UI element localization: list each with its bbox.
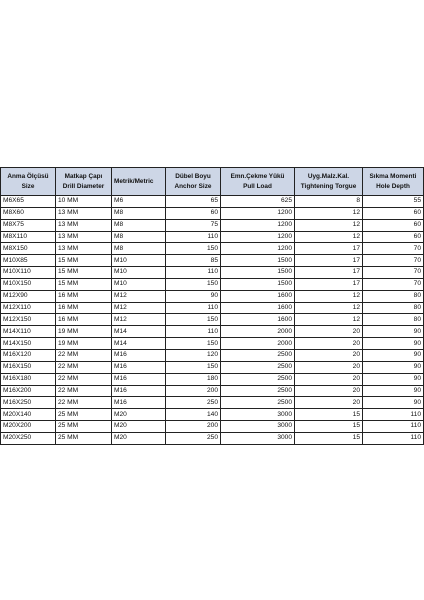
cell-pull-load: 2000 (221, 338, 295, 350)
cell-tightening-torque: 15 (295, 421, 363, 433)
cell-hole-depth: 110 (363, 409, 424, 421)
cell-pull-load: 625 (221, 196, 295, 208)
cell-pull-load: 1200 (221, 243, 295, 255)
header-size: Anma Ölçüsü Size (1, 168, 56, 196)
header-drill-diameter: Matkap Çapı Drill Diameter (56, 168, 112, 196)
cell-pull-load: 2500 (221, 373, 295, 385)
cell-size: M10X150 (1, 278, 56, 290)
cell-tightening-torque: 12 (295, 302, 363, 314)
cell-drill-diameter: 13 MM (56, 207, 112, 219)
cell-metric: M14 (112, 326, 166, 338)
cell-anchor-size: 150 (166, 314, 221, 326)
cell-tightening-torque: 20 (295, 373, 363, 385)
cell-size: M8X75 (1, 219, 56, 231)
cell-hole-depth: 90 (363, 349, 424, 361)
cell-pull-load: 3000 (221, 432, 295, 444)
table-row (1, 373, 424, 385)
header-pull-load: Emn.Çekme Yükü Pull Load (221, 168, 295, 196)
cell-metric: M8 (112, 231, 166, 243)
cell-drill-diameter: 25 MM (56, 421, 112, 433)
cell-drill-diameter: 16 MM (56, 302, 112, 314)
table-row (1, 290, 424, 302)
cell-size: M8X60 (1, 207, 56, 219)
header-hole-depth: Sıkma Momenti Hole Depth (363, 168, 424, 196)
table-row (1, 349, 424, 361)
table-row (1, 397, 424, 409)
cell-drill-diameter: 25 MM (56, 432, 112, 444)
cell-size: M8X150 (1, 243, 56, 255)
cell-metric: M20 (112, 421, 166, 433)
cell-metric: M20 (112, 409, 166, 421)
cell-pull-load: 2500 (221, 385, 295, 397)
cell-drill-diameter: 22 MM (56, 361, 112, 373)
cell-pull-load: 3000 (221, 409, 295, 421)
cell-size: M16X120 (1, 349, 56, 361)
cell-hole-depth: 90 (363, 326, 424, 338)
cell-anchor-size: 150 (166, 361, 221, 373)
cell-size: M12X110 (1, 302, 56, 314)
cell-drill-diameter: 19 MM (56, 338, 112, 350)
cell-size: M14X110 (1, 326, 56, 338)
cell-pull-load: 1500 (221, 255, 295, 267)
cell-metric: M8 (112, 207, 166, 219)
cell-tightening-torque: 20 (295, 326, 363, 338)
cell-tightening-torque: 15 (295, 432, 363, 444)
cell-tightening-torque: 15 (295, 409, 363, 421)
table-header-row (1, 168, 424, 196)
cell-tightening-torque: 20 (295, 397, 363, 409)
cell-anchor-size: 150 (166, 278, 221, 290)
cell-anchor-size: 200 (166, 421, 221, 433)
table-row (1, 278, 424, 290)
cell-metric: M16 (112, 373, 166, 385)
header-anchor-size: Dübel Boyu Anchor Size (166, 168, 221, 196)
cell-size: M12X90 (1, 290, 56, 302)
cell-hole-depth: 90 (363, 361, 424, 373)
table-row (1, 338, 424, 350)
table-row (1, 409, 424, 421)
spec-table-container (0, 167, 424, 445)
cell-size: M12X150 (1, 314, 56, 326)
header-metric: Metrik/Metric (112, 168, 166, 196)
cell-hole-depth: 80 (363, 290, 424, 302)
cell-hole-depth: 70 (363, 243, 424, 255)
cell-metric: M8 (112, 243, 166, 255)
cell-metric: M20 (112, 432, 166, 444)
cell-hole-depth: 60 (363, 207, 424, 219)
cell-pull-load: 1600 (221, 302, 295, 314)
cell-anchor-size: 140 (166, 409, 221, 421)
cell-drill-diameter: 22 MM (56, 373, 112, 385)
cell-tightening-torque: 17 (295, 267, 363, 279)
cell-hole-depth: 55 (363, 196, 424, 208)
table-row (1, 243, 424, 255)
cell-drill-diameter: 22 MM (56, 385, 112, 397)
cell-size: M20X250 (1, 432, 56, 444)
cell-tightening-torque: 17 (295, 243, 363, 255)
cell-pull-load: 2500 (221, 361, 295, 373)
cell-metric: M12 (112, 290, 166, 302)
table-row (1, 302, 424, 314)
header-tightening-torque: Uyg.Malz.Kal. Tightening Torgue (295, 168, 363, 196)
cell-pull-load: 1200 (221, 207, 295, 219)
cell-tightening-torque: 12 (295, 314, 363, 326)
cell-metric: M10 (112, 278, 166, 290)
cell-anchor-size: 180 (166, 373, 221, 385)
cell-anchor-size: 250 (166, 432, 221, 444)
cell-anchor-size: 200 (166, 385, 221, 397)
cell-tightening-torque: 20 (295, 349, 363, 361)
cell-drill-diameter: 25 MM (56, 409, 112, 421)
table-row (1, 361, 424, 373)
cell-metric: M10 (112, 255, 166, 267)
cell-hole-depth: 80 (363, 302, 424, 314)
cell-anchor-size: 150 (166, 243, 221, 255)
cell-anchor-size: 150 (166, 338, 221, 350)
cell-drill-diameter: 15 MM (56, 278, 112, 290)
cell-size: M8X110 (1, 231, 56, 243)
cell-anchor-size: 110 (166, 231, 221, 243)
table-row (1, 231, 424, 243)
cell-hole-depth: 90 (363, 338, 424, 350)
cell-hole-depth: 70 (363, 255, 424, 267)
cell-drill-diameter: 13 MM (56, 219, 112, 231)
cell-metric: M8 (112, 219, 166, 231)
cell-pull-load: 1500 (221, 278, 295, 290)
cell-anchor-size: 110 (166, 267, 221, 279)
cell-drill-diameter: 22 MM (56, 349, 112, 361)
cell-size: M16X250 (1, 397, 56, 409)
cell-hole-depth: 70 (363, 278, 424, 290)
cell-hole-depth: 90 (363, 397, 424, 409)
cell-metric: M16 (112, 361, 166, 373)
cell-tightening-torque: 12 (295, 290, 363, 302)
cell-pull-load: 3000 (221, 421, 295, 433)
cell-tightening-torque: 12 (295, 207, 363, 219)
cell-tightening-torque: 17 (295, 278, 363, 290)
table-row (1, 432, 424, 444)
cell-tightening-torque: 20 (295, 338, 363, 350)
cell-size: M20X140 (1, 409, 56, 421)
anchor-spec-table (0, 167, 424, 445)
table-row (1, 385, 424, 397)
cell-drill-diameter: 16 MM (56, 290, 112, 302)
table-row (1, 421, 424, 433)
cell-metric: M16 (112, 397, 166, 409)
cell-drill-diameter: 19 MM (56, 326, 112, 338)
cell-hole-depth: 90 (363, 385, 424, 397)
cell-drill-diameter: 10 MM (56, 196, 112, 208)
cell-metric: M14 (112, 338, 166, 350)
table-row (1, 207, 424, 219)
cell-anchor-size: 65 (166, 196, 221, 208)
cell-metric: M12 (112, 302, 166, 314)
cell-metric: M12 (112, 314, 166, 326)
cell-size: M10X85 (1, 255, 56, 267)
cell-tightening-torque: 12 (295, 219, 363, 231)
cell-drill-diameter: 15 MM (56, 255, 112, 267)
cell-hole-depth: 110 (363, 432, 424, 444)
cell-anchor-size: 110 (166, 326, 221, 338)
table-row (1, 326, 424, 338)
cell-size: M16X200 (1, 385, 56, 397)
cell-metric: M16 (112, 349, 166, 361)
cell-tightening-torque: 17 (295, 255, 363, 267)
cell-size: M16X150 (1, 361, 56, 373)
cell-drill-diameter: 22 MM (56, 397, 112, 409)
table-body (1, 196, 424, 445)
cell-size: M20X200 (1, 421, 56, 433)
cell-tightening-torque: 20 (295, 361, 363, 373)
cell-size: M16X180 (1, 373, 56, 385)
table-row (1, 267, 424, 279)
cell-pull-load: 1600 (221, 290, 295, 302)
table-row (1, 314, 424, 326)
cell-drill-diameter: 13 MM (56, 243, 112, 255)
cell-pull-load: 2000 (221, 326, 295, 338)
cell-size: M6X65 (1, 196, 56, 208)
cell-hole-depth: 110 (363, 421, 424, 433)
cell-anchor-size: 120 (166, 349, 221, 361)
cell-pull-load: 1200 (221, 219, 295, 231)
cell-anchor-size: 90 (166, 290, 221, 302)
cell-metric: M16 (112, 385, 166, 397)
table-row (1, 219, 424, 231)
cell-hole-depth: 90 (363, 373, 424, 385)
cell-pull-load: 1500 (221, 267, 295, 279)
cell-anchor-size: 85 (166, 255, 221, 267)
table-row (1, 196, 424, 208)
cell-pull-load: 2500 (221, 397, 295, 409)
cell-drill-diameter: 15 MM (56, 267, 112, 279)
cell-drill-diameter: 13 MM (56, 231, 112, 243)
cell-hole-depth: 60 (363, 219, 424, 231)
cell-pull-load: 1200 (221, 231, 295, 243)
cell-drill-diameter: 16 MM (56, 314, 112, 326)
cell-size: M10X110 (1, 267, 56, 279)
cell-hole-depth: 60 (363, 231, 424, 243)
cell-size: M14X150 (1, 338, 56, 350)
cell-metric: M10 (112, 267, 166, 279)
cell-tightening-torque: 20 (295, 385, 363, 397)
cell-tightening-torque: 12 (295, 231, 363, 243)
cell-pull-load: 1600 (221, 314, 295, 326)
cell-pull-load: 2500 (221, 349, 295, 361)
cell-anchor-size: 110 (166, 302, 221, 314)
cell-metric: M6 (112, 196, 166, 208)
cell-hole-depth: 80 (363, 314, 424, 326)
cell-tightening-torque: 8 (295, 196, 363, 208)
cell-anchor-size: 250 (166, 397, 221, 409)
table-row (1, 255, 424, 267)
cell-anchor-size: 75 (166, 219, 221, 231)
cell-hole-depth: 70 (363, 267, 424, 279)
cell-anchor-size: 60 (166, 207, 221, 219)
